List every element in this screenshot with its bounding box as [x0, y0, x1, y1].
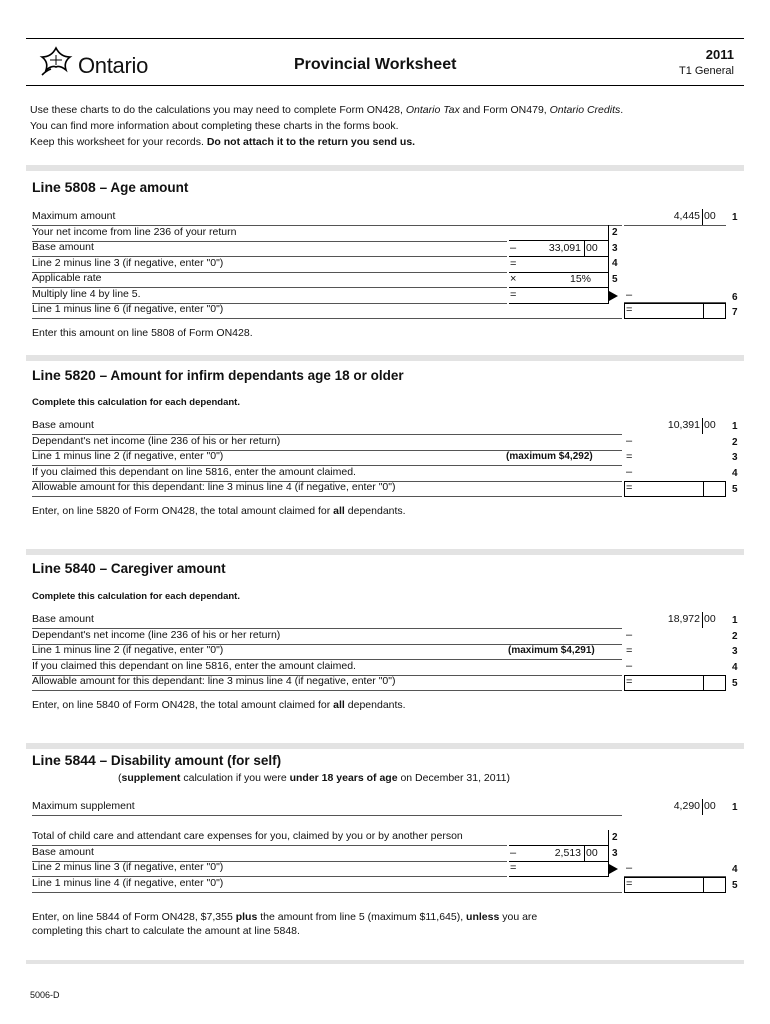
row-label: If you claimed this dependant on line 5816, enter the amount claimed. — [32, 660, 356, 672]
section-heading: Line 5808 – Age amount — [32, 179, 189, 195]
row-label: Line 1 minus line 6 (if negative, enter "0") — [32, 303, 224, 315]
row-label: Dependant's net income (line 236 of his or her return) — [32, 629, 281, 641]
row-label: Line 1 minus line 2 (if negative, enter "0") — [32, 644, 224, 656]
rate-value: 15% — [569, 273, 591, 285]
row-label: Multiply line 4 by line 5. — [32, 288, 141, 300]
section-divider — [26, 960, 744, 964]
line-number: 2 — [612, 227, 618, 238]
section-line-5840 — [26, 549, 744, 719]
tax-year: 2011 — [705, 47, 734, 62]
line-number: 2 — [732, 631, 738, 642]
ontario-logo — [36, 45, 148, 79]
section-divider — [26, 549, 744, 555]
equals-op: = — [510, 862, 517, 874]
cents-divider — [584, 846, 585, 862]
arrow-right-icon — [609, 291, 618, 301]
base-amount-value: 10,391 — [667, 419, 700, 431]
base-amount-cents: 00 — [586, 242, 598, 254]
section-line-5844 — [26, 743, 744, 943]
line-number: 1 — [732, 212, 738, 223]
minus-op: – — [626, 435, 633, 447]
section-line-5808 — [26, 165, 744, 345]
trillium-icon — [36, 45, 76, 79]
equals-op: = — [626, 304, 633, 316]
multiply-op: × — [510, 273, 517, 285]
base-amount-cents: 00 — [704, 419, 716, 431]
section-heading: Line 5840 – Caregiver amount — [32, 560, 226, 576]
form-type: T1 General — [678, 65, 734, 77]
base-amount-value: 18,972 — [667, 613, 700, 625]
row-label: Line 2 minus line 3 (if negative, enter "0") — [32, 861, 224, 873]
row-label: Total of child care and attendant care expenses for you, claimed by you or by another person — [32, 830, 463, 842]
net-income-field[interactable] — [509, 225, 609, 241]
equals-op: = — [626, 878, 633, 890]
row-label: Your net income from line 236 of your return — [32, 226, 237, 238]
base-amount-cents: 00 — [704, 613, 716, 625]
base-amount-value: 2,513 — [554, 847, 581, 859]
minus-op: – — [510, 847, 517, 859]
base-amount-cents: 00 — [586, 847, 598, 859]
age-amount-field[interactable] — [624, 303, 726, 319]
row-label: Maximum amount — [32, 210, 116, 222]
page-title: Provincial Worksheet — [294, 56, 457, 73]
line-number: 4 — [732, 468, 738, 479]
disability-supplement-field[interactable] — [624, 877, 726, 893]
row-label: Allowable amount for this dependant: line 3 minus line 4 (if negative, enter "0") — [32, 481, 396, 493]
row-label: Base amount — [32, 419, 94, 431]
row-label: Allowable amount for this dependant: line 3 minus line 4 (if negative, enter "0") — [32, 675, 396, 687]
row-rule — [32, 892, 622, 893]
line-number: 4 — [732, 662, 738, 673]
cents-divider — [702, 799, 703, 815]
arrow-right-icon — [609, 864, 618, 874]
base-amount-value: 33,091 — [548, 242, 581, 254]
line-number: 2 — [732, 437, 738, 448]
max-amount-value: 4,445 — [673, 210, 700, 222]
line-number: 1 — [732, 615, 738, 626]
row-rule — [32, 690, 622, 691]
row-label: If you claimed this dependant on line 5816, enter the amount claimed. — [32, 466, 356, 478]
line-number: 3 — [612, 848, 618, 859]
line-4-field[interactable] — [509, 257, 609, 273]
row-rule — [32, 272, 507, 273]
section-subheading: (supplement calculation if you were under 18 years of age on December 31, 2011) — [118, 772, 511, 784]
amount-rule — [624, 876, 726, 877]
intro-line-3: Keep this worksheet for your records. Do not attach it to the return you send us. — [30, 136, 416, 148]
max-supplement-value: 4,290 — [673, 800, 700, 812]
line-number: 3 — [612, 243, 618, 254]
line-number: 1 — [732, 802, 738, 813]
section-subheading: Complete this calculation for each dependant. — [32, 397, 240, 408]
equals-op: = — [510, 289, 517, 301]
intro-line-1: Use these charts to do the calculations you may need to complete Form ON428, Ontario Tax and Form ON479, Ontario Credits. — [30, 104, 624, 116]
intro-text — [30, 102, 623, 150]
intro-line-2: You can find more information about completing these charts in the forms book. — [30, 120, 399, 132]
equals-op: = — [626, 482, 633, 494]
cents-divider — [584, 241, 585, 257]
line-4-field[interactable] — [509, 861, 609, 877]
minus-op: – — [510, 242, 517, 254]
section-note: Enter, on line 5820 of Form ON428, the total amount claimed for all dependants. — [32, 505, 406, 517]
row-rule — [32, 815, 622, 816]
cents-divider — [702, 612, 703, 628]
equals-op: = — [626, 676, 633, 688]
section-divider — [26, 355, 744, 361]
section-divider — [26, 165, 744, 171]
line-number: 7 — [732, 307, 738, 318]
equals-op: = — [510, 258, 517, 270]
line-number: 5 — [612, 274, 618, 285]
form-header — [26, 38, 744, 86]
line-number: 1 — [732, 421, 738, 432]
line-number: 6 — [732, 292, 738, 303]
line-6-field[interactable] — [509, 288, 609, 304]
line-number: 4 — [732, 864, 738, 875]
care-expenses-field[interactable] — [509, 830, 609, 846]
minus-op: – — [626, 629, 633, 641]
section-heading: Line 5820 – Amount for infirm dependants age 18 or older — [32, 367, 404, 383]
amount-rule — [624, 225, 726, 226]
minus-op: – — [626, 660, 633, 672]
row-label: Line 1 minus line 2 (if negative, enter "0") — [32, 450, 224, 462]
equals-op: = — [626, 451, 633, 463]
cents-divider — [702, 418, 703, 434]
row-rule — [32, 241, 507, 242]
line-number: 5 — [732, 880, 738, 891]
section-divider — [26, 743, 744, 749]
minus-op: – — [626, 289, 633, 301]
row-label: Base amount — [32, 241, 94, 253]
line-number: 3 — [732, 452, 738, 463]
section-heading: Line 5844 – Disability amount (for self) — [32, 752, 282, 768]
row-rule — [32, 318, 622, 319]
row-label: Line 1 minus line 4 (if negative, enter "0") — [32, 877, 224, 889]
line-number: 4 — [612, 258, 618, 269]
cents-divider — [702, 209, 703, 225]
section-line-5820 — [26, 355, 744, 525]
form-code: 5006-D — [30, 990, 60, 1000]
section-note: Enter, on line 5840 of Form ON428, the total amount claimed for all dependants. — [32, 699, 406, 711]
minus-op: – — [626, 466, 633, 478]
row-label: Applicable rate — [32, 272, 102, 284]
line-number: 5 — [732, 484, 738, 495]
amount-rule — [624, 302, 726, 303]
row-label: Dependant's net income (line 236 of his or her return) — [32, 435, 281, 447]
max-supplement-cents: 00 — [704, 800, 716, 812]
row-label: Base amount — [32, 613, 94, 625]
section-subheading: Complete this calculation for each dependant. — [32, 591, 240, 602]
logo-text: Ontario — [78, 53, 149, 78]
row-rule — [32, 845, 507, 846]
line-number: 5 — [732, 678, 738, 689]
allowable-amount-field[interactable] — [624, 481, 726, 497]
section-note: Enter, on line 5844 of Form ON428, $7,355 plus the amount from line 5 (maximum $11,645), unless you are completing this chart to calculate the amount at line 5848. — [32, 911, 538, 937]
row-label: Line 2 minus line 3 (if negative, enter "0") — [32, 257, 224, 269]
minus-op: – — [626, 862, 633, 874]
line-number: 3 — [732, 646, 738, 657]
row-rule — [32, 496, 622, 497]
line-number: 2 — [612, 832, 618, 843]
row-label: Base amount — [32, 846, 94, 858]
equals-op: = — [626, 645, 633, 657]
allowable-amount-field[interactable] — [624, 675, 726, 691]
maximum-note: (maximum $4,292) — [506, 451, 593, 462]
max-amount-cents: 00 — [704, 210, 716, 222]
row-label: Maximum supplement — [32, 800, 135, 812]
section-note: Enter this amount on line 5808 of Form ON428. — [32, 327, 253, 339]
maximum-note: (maximum $4,291) — [508, 645, 595, 656]
